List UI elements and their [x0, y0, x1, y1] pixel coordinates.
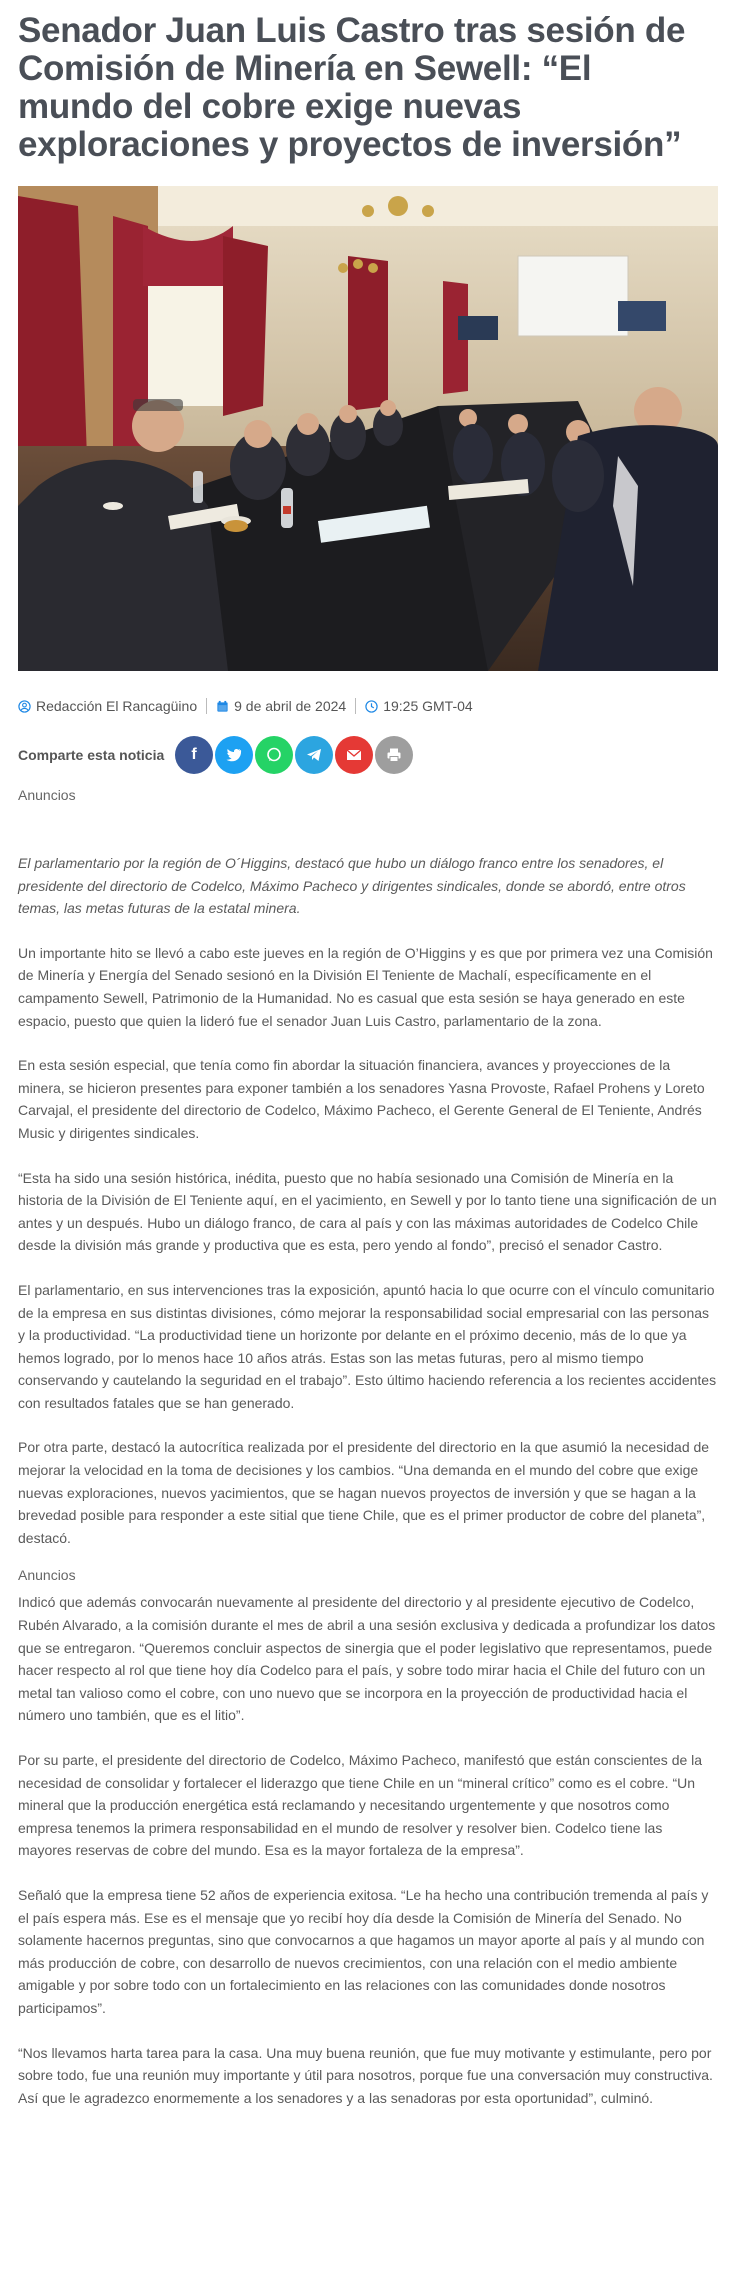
email-icon	[346, 749, 362, 761]
article-photo	[18, 186, 718, 671]
email-share-button[interactable]	[335, 736, 373, 774]
publish-time: 19:25 GMT-04	[383, 698, 473, 714]
user-icon	[18, 700, 31, 713]
author-name: Redacción El Rancagüino	[36, 698, 198, 714]
printer-icon	[386, 747, 402, 763]
facebook-icon: f	[191, 746, 197, 763]
article-paragraph: Por su parte, el presidente del directorio de Codelco, Máximo Pacheco, manifestó que están conscientes de la necesidad de consolidar y fortalecer el liderazgo que tiene Chile en un “mineral crítico” como es el cobre. “Un mineral que la producción energética está reclamando y necesitando urgentemente y que nosotros como empresa tenemos la primera responsabilidad en el mundo de resolver y resolver bien. Codelco tiene las mayores reservas de cobre del mundo. Esa es la mayor fortaleza de la empresa”.	[18, 1752, 703, 1859]
twitter-share-button[interactable]	[215, 736, 253, 774]
whatsapp-share-button[interactable]	[255, 736, 293, 774]
article-paragraph: “Esta ha sido una sesión histórica, inédita, puesto que no había sesionado una Comisión de Minería en la historia de la División de El Teniente aquí, en el yacimiento, en Sewell y por lo tanto tiene una significación de un antes y un después. Hubo un diálogo franco, de cara al país y con las máximas autoridades de Codelco Chile desde la división más grande y productiva que es esta, pero yendo al fondo”, precisó el senador Castro.	[18, 1169, 717, 1254]
date-meta	[216, 698, 346, 714]
time-meta	[365, 698, 473, 714]
article-paragraph: Indicó que además convocarán nuevamente al presidente del directorio y al presidente ejecutivo de Codelco, Rubén Alvarado, a la comisión durante el mes de abril a una sesión exclusiva y dedicada a profundizar los datos que se entregaron. “Queremos concluir aspectos de sinergia que el poder legislativo que representamos, puede hacer respecto al rol que tiene hoy día Codelco para el país, y sobre todo mirar hacia el Chile del futuro con un metal tan valioso como el cobre, con uno nuevo que se incorpora en la proyección de productividad hacia el número uno también, que es el litio”.	[18, 1594, 716, 1724]
ads-label: Anuncios	[18, 1567, 76, 1584]
telegram-share-button[interactable]	[295, 736, 333, 774]
article-paragraph: Por otra parte, destacó la autocrítica realizada por el presidente del directorio en la que asumió la necesidad de mejorar la velocidad en la toma de decisiones y los cambios. “Una demanda en el mundo del cobre que exige nuevas exploraciones, nuevos yacimientos, que se hagan nuevos proyectos de inversión y que se hagan a la brevedad posible para responder a este sitial que tiene Chile, que es el primer productor de cobre del planeta”, destacó.	[18, 1439, 710, 1546]
article-meta	[18, 697, 714, 715]
clock-icon	[365, 700, 378, 713]
article-paragraph: El parlamentario, en sus intervenciones tras la exposición, apuntó hacia lo que ocurre con el vínculo comunitario de la empresa en sus distintas divisiones, cómo mejorar la responsabilidad social empresarial con las personas y la productividad. “La productividad tiene un horizonte por delante en el próximo decenio, más de lo que ya hemos logrado, por lo menos hace 10 años atrás. Estas son las metas futuras, pero al mismo tiempo conservando y cautelando la seguridad en el trabajo”. Esto último haciendo referencia a los recientes accidentes con resultados fatales que se han generado.	[18, 1281, 717, 1411]
article-lead: El parlamentario por la región de O´Higgins, destacó que hubo un diálogo franco entre los senadores, el presidente del directorio de Codelco, Máximo Pacheco y dirigentes sindicales, donde se abordó, entre otros temas, las metas futuras de la estatal minera.	[18, 855, 686, 917]
article-paragraph: Un importante hito se llevó a cabo este jueves en la región de O’Higgins y es que por primera vez una Comisión de Minería y Energía del Senado sesionó en la División El Teniente de Machalí, específicamente en el campamento Sewell, Patrimonio de la Humanidad. No es casual que esta sesión se haya generado en este espacio, puesto que quien la lideró fue el senador Juan Luis Castro, parlamentario de la zona.	[18, 944, 713, 1029]
article-body	[18, 852, 717, 2109]
ads-label: Anuncios	[18, 787, 76, 803]
meta-divider	[355, 698, 356, 714]
publish-date: 9 de abril de 2024	[234, 698, 347, 714]
calendar-icon	[216, 700, 229, 713]
photo-illustration	[18, 186, 718, 671]
share-label: Comparte esta noticia	[18, 747, 165, 763]
article-paragraph: “Nos llevamos harta tarea para la casa. Una muy buena reunión, que fue muy motivante y estimulante, pero por sobre todo, fue una reunión muy importante y útil para nosotros, porque fue una conversación muy constructiva. Así que le agradezco enormemente a los senadores y a las senadoras por esta oportunidad”, culminó.	[18, 2044, 713, 2106]
twitter-icon	[226, 748, 242, 762]
print-button[interactable]	[375, 736, 413, 774]
whatsapp-icon	[266, 747, 282, 763]
meta-divider	[206, 698, 207, 714]
article-paragraph: En esta sesión especial, que tenía como fin abordar la situación financiera, avances y proyecciones de la minera, se hicieron presentes para exponer también a los senadores Yasna Provoste, Rafael Prohens y Loreto Carvajal, el presidente del directorio de Codelco, Máximo Pacheco, el Gerente General de El Teniente, Andrés Music y dirigentes sindicales.	[18, 1057, 705, 1141]
article-paragraph: Señaló que la empresa tiene 52 años de experiencia exitosa. “Le ha hecho una contribución tremenda al país y el país espera más. Ese es el mensaje que yo recibí hoy día desde la Comisión de Minería del Senado. No solamente hacernos preguntas, sino que convocarnos a que hagamos un mayor aporte al país y al mundo con más producción de cobre, con desarrollo de nuevos crecimientos, con una relación con el medio ambiente amigable y por sobre todo con un fortalecimiento en las relaciones con las comunidades donde nosotros participamos”.	[18, 1886, 709, 2016]
share-bar	[18, 735, 714, 775]
author-meta[interactable]	[18, 698, 197, 714]
facebook-share-button[interactable]	[175, 736, 213, 774]
article-title: Senador Juan Luis Castro tras sesión de Comisión de Minería en Sewell: “El mundo del cobre exige nuevas exploraciones y proyectos de inversión”	[18, 11, 686, 164]
telegram-icon	[306, 748, 322, 762]
